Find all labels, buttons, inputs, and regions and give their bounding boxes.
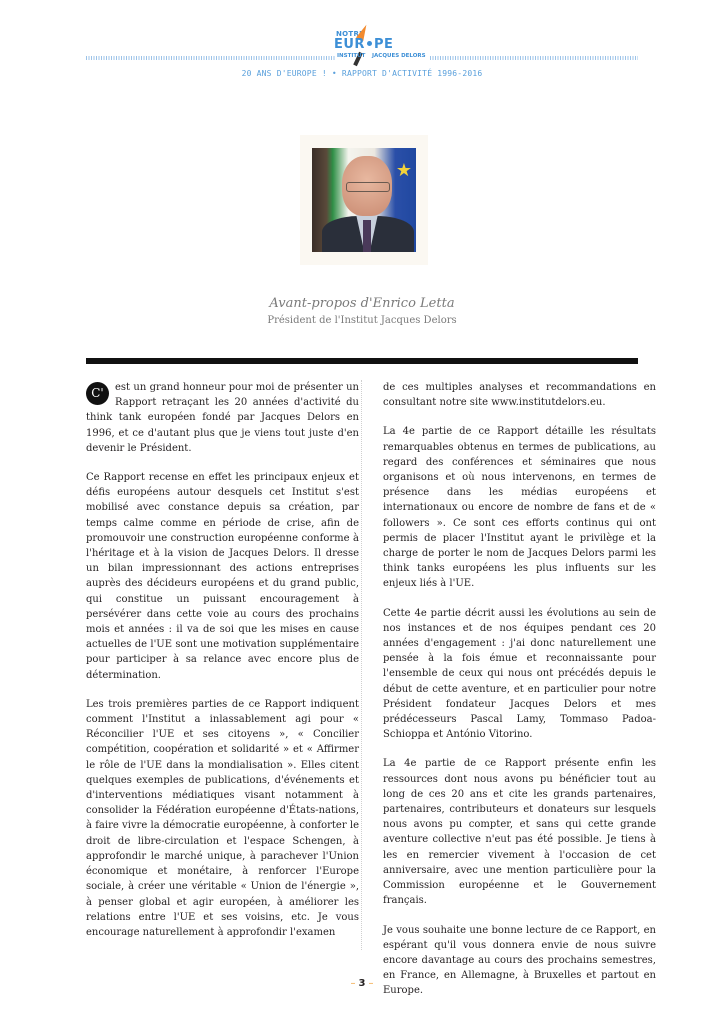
paragraph-text: est un grand honneur pour moi de présenter un Rapport retraçant les 20 années d'activité du think tank européen fondé par Jacques Delors en 1996, et ce d'autant plus que je viens tout juste d'en devenir le Président. [86, 382, 359, 454]
right-column [383, 380, 656, 1013]
title-block [0, 296, 724, 326]
page-title: Avant-propos d'Enrico Letta [269, 296, 455, 311]
paragraph: Les trois premières parties de ce Rapport indiquent comment l'Institut a inlassablement agi pour « Réconcilier l'UE et ses citoyens », « Concilier compétition, coopération et solidarité » et « Affirmer le rôle de l'UE dans la mondialisation ». Elles citent quelques exemples de publications, d'événements et d'interventions médiatiques visant notamment à consolider la Fédération européenne d'États-nations, à faire vivre la démocratie européenne, à conforter le droit de libre-circulation et l'espace Schengen, à approfondir le marché unique, à parachever l'Union économique et monétaire, à renforcer l'Europe sociale, à créer une véritable « Union de l'énergie », à penser global et agir européen, à améliorer les relations entre l'UE et ses voisins, etc. Je vous encourage naturellement à approfondir l'examen [86, 698, 359, 938]
paragraph [86, 380, 359, 456]
page-dash-left: – [350, 978, 356, 989]
logo-institut: INSTITUT [337, 53, 366, 59]
paragraph: de ces multiples analyses et recommandations en consultant notre site www.institutdelors.eu. [383, 382, 656, 409]
portrait-photo [312, 148, 416, 252]
logo-europe [334, 37, 393, 52]
logo-europe-right: PE [373, 37, 394, 52]
portrait-frame [300, 135, 428, 265]
page-dash-right: – [368, 978, 374, 989]
dropcap: C' [86, 382, 109, 405]
page-number [0, 978, 724, 989]
portrait-glasses [346, 182, 390, 192]
logo-dot-icon [367, 41, 372, 46]
paragraph: Ce Rapport recense en effet les principaux enjeux et défis européens autour desquels cet Institut s'est mobilisé avec constance depuis sa création, par temps calme comme en période de crise, afin de promouvoir une construction européenne conforme à l'héritage et à la vision de Jacques Delors. Il dresse un bilan impressionnant des actions entreprises auprès des décideurs européens et du grand public, qui constitue un puissant encouragement à persévérer dans cette voie au cours des prochains mois et années : il va de soi que les mises en cause actuelles de l'UE sont une motivation supplémentaire pour participer à sa relance avec encore plus de détermination. [86, 472, 359, 681]
left-column [86, 380, 359, 954]
paragraph: Je vous souhaite une bonne lecture de ce Rapport, en espérant qu'il vous donnera envie de nous suivre encore davantage au cours des prochains semestres, en France, en Allemagne, à Bruxelles et partout en Europe. [383, 924, 656, 997]
page-subtitle: Président de l'Institut Jacques Delors [267, 315, 457, 326]
notre-europe-logo [326, 22, 398, 66]
section-rule [86, 358, 638, 364]
report-subtitle: 20 ANS D'EUROPE ! • RAPPORT D'ACTIVITÉ 1996-2016 [241, 69, 483, 78]
paragraph: La 4e partie de ce Rapport présente enfin les ressources dont nous avons pu bénéficier tout au long de ces 20 ans et cite les grands partenaires, partenaires, contributeurs et donateurs sur lesquels nous avons pu compter, et sans qui cette grande aventure collective n'eut pas été possible. Je tiens à les en remercier vivement à l'occasion de cet anniversaire, avec une mention particulière pour la Commission européenne et le Gouvernement français. [383, 758, 656, 907]
portrait-tie [363, 220, 371, 252]
header-stripe-left [86, 56, 336, 60]
paragraph: La 4e partie de ce Rapport détaille les résultats remarquables obtenus en termes de publications, au regard des conférences et séminaires que nous organisons et où nous intervenons, en termes de présence dans les médias européens et internationaux ou encore de nombre de fans et de « followers ». Ce sont ces efforts continus qui ont permis de placer l'Institut ayant le privilège et la charge de porter le nom de Jacques Delors parmi les think tanks européens les plus influents sur les enjeux liés à l'UE. [383, 426, 656, 590]
logo-jacques-delors: JACQUES DELORS [372, 53, 426, 59]
page-number-value: 3 [358, 978, 366, 989]
page-header [0, 0, 724, 90]
eu-star-icon: ★ [395, 160, 412, 181]
logo-europe-left: EUR [334, 37, 365, 52]
header-stripe-right [430, 56, 638, 60]
logo-notre: NOTRE [336, 30, 365, 38]
column-divider [361, 380, 362, 950]
paragraph: Cette 4e partie décrit aussi les évolutions au sein de nos instances et de nos équipes pendant ces 20 années d'engagement : j'ai donc naturellement une pensée à la fois émue et reconnaissante pour l'ensemble de ceux qui nous ont précédés depuis le début de cette aventure, et en particulier pour notre Président fondateur Jacques Delors et mes prédécesseurs Pascal Lamy, Tommaso Padoa-Schioppa et António Vitorino. [383, 607, 656, 741]
